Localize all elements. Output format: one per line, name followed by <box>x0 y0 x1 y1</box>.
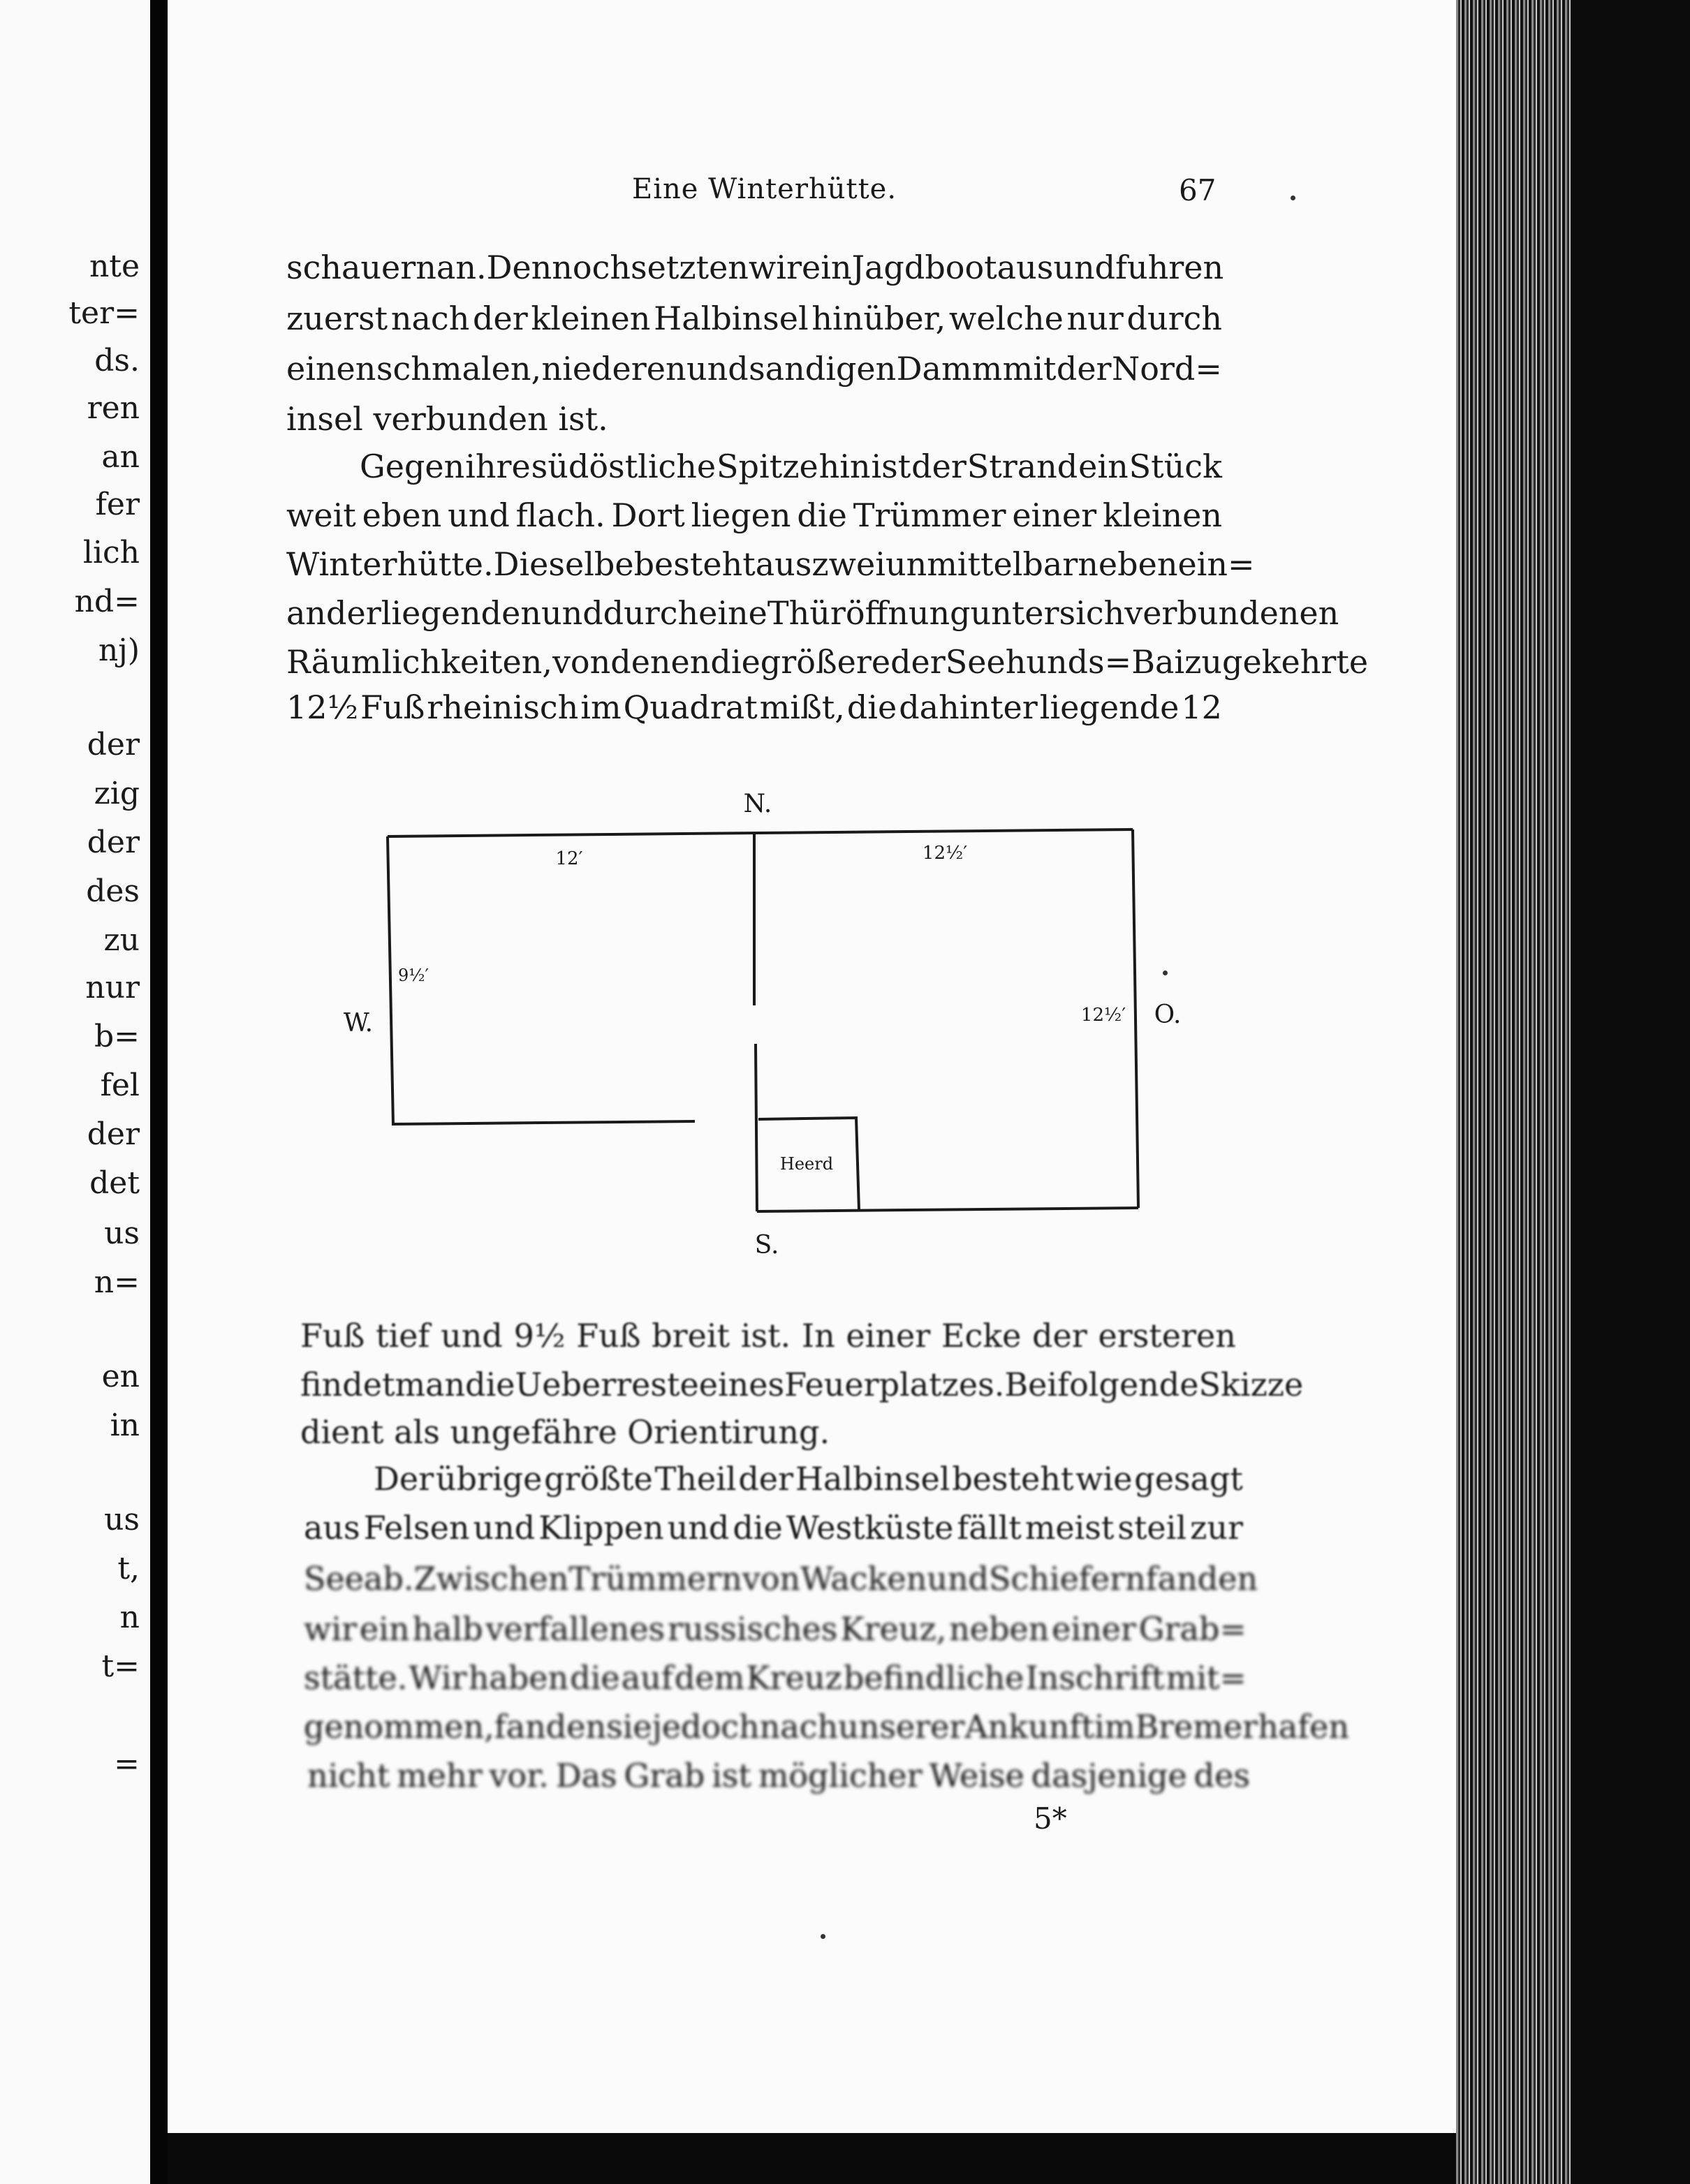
word: weit <box>286 496 356 534</box>
fragment: ter= <box>68 295 140 331</box>
word: Thüröffnung <box>767 594 971 632</box>
word: die <box>570 1659 620 1697</box>
word: Weise <box>929 1757 1024 1794</box>
line-text: dient als ungefähre Orientirung. <box>300 1413 830 1451</box>
word: ander <box>286 594 381 632</box>
word: dem <box>674 1659 745 1697</box>
word: durch <box>1126 300 1222 337</box>
word: Fuß <box>360 688 425 726</box>
word: Inschrift <box>1025 1659 1165 1697</box>
compass-north: N. <box>743 790 772 818</box>
fragment: det <box>89 1165 140 1201</box>
word: sandigen <box>749 350 897 388</box>
word: Beifolgende <box>1004 1366 1199 1403</box>
word: Jagdboot <box>851 249 997 286</box>
word: mehr <box>397 1757 483 1794</box>
word: und <box>686 350 749 388</box>
word: neben <box>949 1610 1050 1648</box>
word: 9½ <box>513 1317 566 1355</box>
word: der <box>1056 350 1112 388</box>
word: aus <box>304 1509 360 1547</box>
word: eine <box>698 594 767 632</box>
word: gesagt <box>1134 1460 1243 1498</box>
fragment: nd= <box>74 584 140 619</box>
word: genommen, <box>304 1708 494 1746</box>
word: wir <box>304 1610 358 1648</box>
fragment: lich <box>82 535 140 570</box>
compass-east: O. <box>1154 1001 1182 1029</box>
word: mit= <box>1166 1659 1247 1697</box>
word: meist <box>1024 1509 1115 1547</box>
fragment: fel <box>100 1068 140 1103</box>
word: sich <box>1059 594 1125 632</box>
word: Kreuz <box>746 1659 842 1697</box>
word: liegende <box>1039 688 1180 726</box>
word: Fuß <box>300 1317 365 1355</box>
word: Spitze <box>717 448 818 485</box>
word: Dennoch <box>486 249 631 286</box>
word: mißt, <box>759 688 845 726</box>
word: der <box>473 300 528 337</box>
word: nach <box>390 300 470 337</box>
text-line <box>374 1460 1243 1498</box>
word: breit <box>652 1317 730 1355</box>
word: Ankunft <box>964 1708 1094 1746</box>
word: Räumlichkeiten, <box>286 643 552 681</box>
word: eines <box>698 1366 785 1403</box>
word: fanden <box>1145 1560 1258 1598</box>
word: nur <box>1066 300 1124 337</box>
small-room-south-wall <box>393 1121 695 1124</box>
word: flach. <box>515 496 605 534</box>
word: Dort <box>611 496 685 534</box>
word: der <box>1032 1317 1087 1355</box>
word: Wacken <box>800 1560 927 1598</box>
fragment: der <box>87 1116 140 1152</box>
word: dahinter <box>899 688 1038 726</box>
word: Das <box>555 1757 617 1794</box>
word: hin <box>818 448 871 485</box>
large-room-width-label: 12½′ <box>922 843 968 864</box>
word: jedoch <box>652 1708 760 1746</box>
word: schmalen, <box>376 350 542 388</box>
word: man <box>395 1366 466 1403</box>
fragment: n= <box>94 1264 140 1300</box>
word: Schiefern <box>988 1560 1146 1598</box>
word: fällt <box>957 1509 1022 1547</box>
word: zuerst <box>286 300 388 337</box>
fragment: ren <box>87 390 140 426</box>
word: stätte. <box>304 1659 408 1697</box>
word: übrige <box>435 1460 543 1498</box>
word: Nord= <box>1111 350 1222 388</box>
text-line <box>304 1509 1243 1547</box>
word: zugekehrte <box>1184 643 1369 681</box>
compass-west: W. <box>343 1009 374 1038</box>
fragment: = <box>114 1746 140 1782</box>
word: und <box>667 1509 730 1547</box>
fragment: t= <box>101 1648 140 1684</box>
word: zur <box>1190 1509 1243 1547</box>
word: tief <box>376 1317 430 1355</box>
word: verfallenes <box>485 1610 666 1648</box>
word: fuhren <box>1115 249 1224 286</box>
word: einer <box>1052 1610 1136 1648</box>
large-room-south-wall <box>757 1208 1138 1211</box>
word: besteht <box>633 545 756 583</box>
east-wall <box>1133 829 1138 1208</box>
word: unmittelbar <box>885 545 1078 583</box>
word: der <box>911 448 967 485</box>
word: halb <box>412 1610 483 1648</box>
north-wall <box>388 829 1133 836</box>
word: Ueberreste <box>515 1366 699 1403</box>
word: unserer <box>838 1708 965 1746</box>
word: von <box>742 1560 801 1598</box>
small-room-west-wall <box>388 836 393 1126</box>
small-room-depth-label: 9½′ <box>398 966 429 985</box>
fragment: nte <box>89 249 140 284</box>
text-line <box>307 1759 1250 1792</box>
word: ein <box>802 249 852 286</box>
page-number: 67 <box>1179 173 1217 207</box>
word: einen <box>286 350 376 388</box>
word: von <box>552 643 611 681</box>
word: findet <box>300 1366 395 1403</box>
fragment: nur <box>85 970 140 1005</box>
word: hinüber, <box>811 300 946 337</box>
word: verbundenen <box>1124 594 1339 632</box>
fragment: der <box>87 825 140 860</box>
signature-mark: 5* <box>1034 1801 1067 1836</box>
word: und <box>1053 249 1116 286</box>
running-title: Eine Winterhütte. <box>632 173 897 205</box>
text-line <box>304 1560 1258 1598</box>
word: befindliche <box>843 1659 1024 1697</box>
word: Westküste <box>786 1509 954 1547</box>
word: an. <box>436 249 487 286</box>
fragment: zu <box>103 922 140 958</box>
word: See <box>304 1560 364 1598</box>
word: In <box>801 1317 835 1355</box>
fragment: en <box>101 1359 140 1394</box>
word: ersteren <box>1098 1317 1236 1355</box>
word: besteht <box>952 1460 1074 1498</box>
word: liegenden <box>381 594 541 632</box>
word: Gegen <box>360 448 465 485</box>
fragment: in <box>110 1408 140 1443</box>
word: Trümmer <box>853 496 1006 534</box>
hearth-label: Heerd <box>779 1154 834 1174</box>
word: kleinen <box>1102 496 1222 534</box>
word: sie <box>606 1708 652 1746</box>
word: Grab <box>624 1757 705 1794</box>
word: auf <box>621 1659 673 1697</box>
fragment: ds. <box>94 343 140 378</box>
word: der <box>738 1460 794 1498</box>
word: Damm <box>896 350 1003 388</box>
word: kleinen <box>531 300 651 337</box>
word: Theil <box>654 1460 737 1498</box>
compass-south: S. <box>754 1231 779 1260</box>
word: ist <box>871 448 911 485</box>
word: ihre <box>465 448 531 485</box>
word: rheinisch <box>427 688 579 726</box>
word: mit <box>1002 350 1057 388</box>
word: Zwischen <box>413 1560 569 1598</box>
word: Halbinsel <box>654 300 809 337</box>
word: Feuerplatzes. <box>784 1366 1005 1403</box>
word: denen <box>610 643 711 681</box>
word: der <box>890 643 946 681</box>
fragment: us <box>104 1502 140 1537</box>
word: die <box>710 643 760 681</box>
word: im <box>1094 1708 1136 1746</box>
word: ein <box>1078 448 1129 485</box>
word: Ecke <box>941 1317 1022 1355</box>
word: Stück <box>1129 448 1222 485</box>
fragment: t, <box>117 1551 140 1586</box>
fragment: fer <box>95 487 140 522</box>
word: ein <box>359 1610 410 1648</box>
word: Quadrat <box>623 688 758 726</box>
text-line <box>300 1413 1236 1451</box>
word: ein= <box>1177 545 1255 583</box>
word: größere <box>760 643 891 681</box>
word: welche <box>948 300 1064 337</box>
word: unter <box>970 594 1059 632</box>
word: dasjenige <box>1031 1757 1187 1794</box>
word: die <box>846 688 897 726</box>
word: durch <box>603 594 699 632</box>
word: haben <box>468 1659 569 1697</box>
word: aus <box>997 249 1054 286</box>
word: fanden <box>494 1708 607 1746</box>
line-text: insel verbunden ist. <box>286 400 608 438</box>
word: Seehunds=Bai <box>945 643 1185 681</box>
word: und <box>927 1560 989 1598</box>
word: Dieselbe <box>493 545 634 583</box>
word: Trümmern <box>568 1560 742 1598</box>
word: Klippen <box>538 1509 664 1547</box>
word: ist. <box>740 1317 791 1355</box>
word: Felsen <box>363 1509 470 1547</box>
text-line <box>300 1366 1304 1403</box>
word: die <box>465 1366 515 1403</box>
word: Wir <box>409 1659 467 1697</box>
word: russisches <box>668 1610 838 1648</box>
word: neben <box>1078 545 1178 583</box>
word: Bremerhafen <box>1135 1708 1349 1746</box>
word: nicht <box>307 1757 390 1794</box>
word: ist <box>712 1757 751 1794</box>
word: setzten <box>631 249 749 286</box>
word: Winterhütte. <box>286 545 494 583</box>
word: 12 <box>1181 688 1222 726</box>
word: Kreuz, <box>840 1610 947 1648</box>
word: und <box>448 496 510 534</box>
word: 12½ <box>286 688 359 726</box>
partition-wall-lower <box>756 1044 757 1211</box>
word: im <box>580 688 622 726</box>
word: und <box>473 1509 536 1547</box>
fragment: der <box>87 727 140 762</box>
word: zwei <box>811 545 886 583</box>
word: vor. <box>489 1757 549 1794</box>
fragment: b= <box>94 1019 140 1054</box>
word: aus <box>755 545 812 583</box>
word: Halbinsel <box>795 1460 950 1498</box>
word: Strand <box>967 448 1078 485</box>
word: liegen <box>691 496 791 534</box>
small-room-width-label: 12′ <box>555 848 583 869</box>
word: des <box>1193 1757 1250 1794</box>
word: nach <box>759 1708 839 1746</box>
fragment: zig <box>94 776 140 811</box>
word: und <box>541 594 603 632</box>
word: Grab= <box>1138 1610 1247 1648</box>
word: eben <box>362 496 442 534</box>
text-line <box>304 1610 1247 1648</box>
word: größte <box>544 1460 653 1498</box>
large-room-depth-label: 12½′ <box>1080 1005 1126 1026</box>
word: die <box>797 496 847 534</box>
word: Der <box>374 1460 434 1498</box>
word: einer <box>846 1317 931 1355</box>
fragment: nj) <box>98 633 140 668</box>
word: möglicher <box>758 1757 923 1794</box>
word: wir <box>748 249 802 286</box>
text-line <box>304 1659 1247 1697</box>
fragment: us <box>104 1216 140 1251</box>
word: und <box>441 1317 503 1355</box>
word: steil <box>1117 1509 1187 1547</box>
text-line <box>304 1708 1349 1746</box>
word: ab. <box>363 1560 414 1598</box>
fragment: des <box>86 873 140 909</box>
text-line <box>300 1317 1236 1355</box>
word: schauern <box>286 249 436 286</box>
word: südöstliche <box>531 448 717 485</box>
word: Fuß <box>576 1317 641 1355</box>
fragment: an <box>101 439 140 475</box>
word: niederen <box>541 350 686 388</box>
word: einer <box>1012 496 1097 534</box>
fragment: n <box>119 1600 140 1635</box>
word: Skizze <box>1198 1366 1304 1403</box>
word: wie <box>1075 1460 1133 1498</box>
word: die <box>733 1509 783 1547</box>
